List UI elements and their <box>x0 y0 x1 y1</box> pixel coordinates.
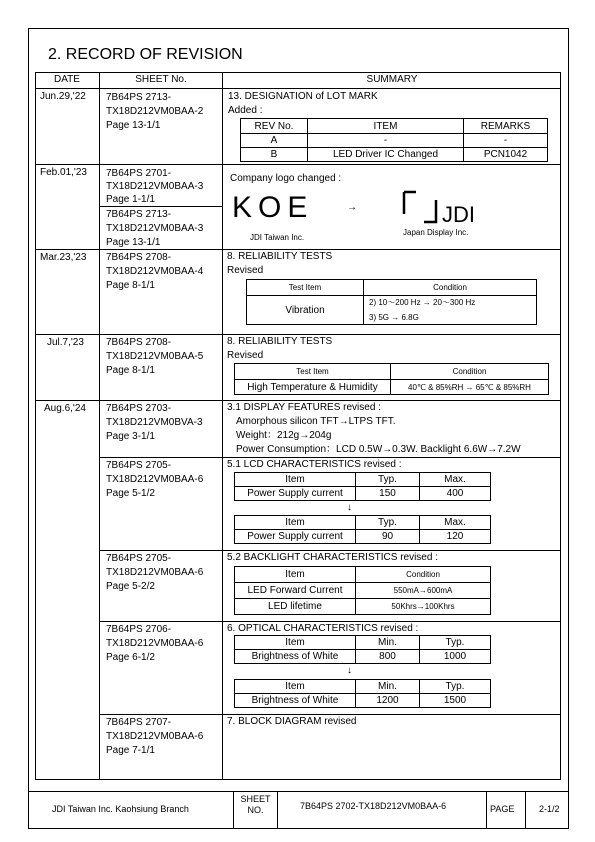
row5d-summary: 6. OPTICAL CHARACTERISTICS revised : <box>227 623 419 634</box>
row5a-sheet-3: Page 3-1/1 <box>106 431 155 442</box>
footer-page-value: 2-1/2 <box>539 804 560 814</box>
row5c-summary: 5.2 BACKLIGHT CHARACTERISTICS revised : <box>227 552 438 563</box>
row4-date: Jul.7,'23 <box>47 337 84 348</box>
row5a-summary-3: Weight：212g→204g <box>236 430 332 441</box>
row5a-sheet-1: 7B64PS 2703- <box>106 403 172 414</box>
page-title: 2. RECORD OF REVISION <box>48 46 243 63</box>
row2-date: Feb.01,'23 <box>40 167 87 178</box>
row5a-sheet-2: TX18D212VM0BVA-3 <box>106 417 203 428</box>
row3-sheet-3: Page 8-1/1 <box>106 280 155 291</box>
row5e-summary: 7. BLOCK DIAGRAM revised <box>227 716 357 727</box>
row5a-summary-1: 3.1 DISPLAY FEATURES revised : <box>227 402 381 413</box>
row4-sheet-3: Page 8-1/1 <box>106 365 155 376</box>
optical-change-arrow: ↓ <box>347 665 352 676</box>
row3-summary-1: 8. RELIABILITY TESTS <box>227 251 333 262</box>
row5b-summary: 5.1 LCD CHARACTERISTICS revised : <box>227 459 402 470</box>
koe-caption: JDI Taiwan Inc. <box>250 233 305 242</box>
footer-page-label: PAGE <box>490 804 515 814</box>
row5d-sheet-3: Page 6-1/2 <box>106 652 155 663</box>
lcd-table-before: Item Typ. Max. Power Supply current 150 400 <box>234 472 491 501</box>
row1-sheet-3: Page 13-1/1 <box>106 120 161 131</box>
row4-sheet-2: TX18D212VM0BAA-5 <box>106 351 204 362</box>
row4-summary-2: Revised <box>227 350 264 361</box>
optical-table-after: Item Min. Typ. Brightness of White 1200 1500 <box>234 679 491 708</box>
jdi-logo: JDI <box>442 202 475 227</box>
row2-sheet2-1: 7B64PS 2713- <box>106 209 172 220</box>
row2-sheet1-2: TX18D212VM0BAA-3 <box>106 181 204 192</box>
row5e-sheet-2: TX18D212VM0BAA-6 <box>106 731 204 742</box>
header-date: DATE <box>54 74 80 85</box>
row1-summary-1: 13. DESIGNATION of LOT MARK <box>228 91 378 102</box>
row5b-sheet-1: 7B64PS 2705- <box>106 460 172 471</box>
footer-sheet-label-2: NO. <box>247 805 264 815</box>
row5e-sheet-1: 7B64PS 2707- <box>106 717 172 728</box>
row5c-sheet-3: Page 5-2/2 <box>106 581 155 592</box>
row1-date: Jun.29,'22 <box>40 91 86 102</box>
humidity-table: Test Item Condition High Temperature & Humidity 40℃ & 85%RH → 65℃ & 85%RH <box>234 363 549 395</box>
row1-summary-2: Added : <box>228 105 263 116</box>
backlight-table: Item Condition LED Forward Current 550mA→600mA LED lifetime 50Khrs→100Khrs <box>234 566 491 615</box>
jdi-logo-mark <box>402 190 438 224</box>
row5a-summary-4: Power Consumption：LCD 0.5W→0.3W. Backlight 6.6W→7.2W <box>236 444 521 455</box>
row2-sheet1-1: 7B64PS 2701- <box>106 168 172 179</box>
row3-sheet-1: 7B64PS 2708- <box>106 252 172 263</box>
footer-company: JDI Taiwan Inc. Kaohsiung Branch <box>52 804 189 814</box>
jdi-caption: Japan Display Inc. <box>403 228 469 237</box>
row5d-sheet-1: 7B64PS 2706- <box>106 624 172 635</box>
row2-sheet2-3: Page 13-1/1 <box>106 237 161 248</box>
header-sheet: SHEET No. <box>135 74 187 85</box>
koe-logo: KOE <box>232 191 314 224</box>
row5d-sheet-2: TX18D212VM0BAA-6 <box>106 638 204 649</box>
logo-arrow: → <box>347 202 357 213</box>
footer-sheet-label-1: SHEET <box>240 794 271 804</box>
header-summary: SUMMARY <box>366 74 418 85</box>
row5b-sheet-2: TX18D212VM0BAA-6 <box>106 474 204 485</box>
lcd-table-after: Item Typ. Max. Power Supply current 90 120 <box>234 515 491 544</box>
vibration-table: Test Item Condition Vibration 2) 10～200 Hz → 20～300 Hz 3) 5G → 6.8G <box>246 279 537 325</box>
row1-sheet-2: TX18D212VM0BAA-2 <box>106 106 204 117</box>
lcd-change-arrow: ↓ <box>347 502 352 513</box>
optical-table-before: Item Min. Typ. Brightness of White 800 1000 <box>234 635 491 664</box>
row3-date: Mar.23,'23 <box>40 252 87 263</box>
row5c-sheet-2: TX18D212VM0BAA-6 <box>106 567 204 578</box>
row1-sheet-1: 7B64PS 2713- <box>106 92 172 103</box>
row4-sheet-1: 7B64PS 2708- <box>106 337 172 348</box>
footer-doc-no: 7B64PS 2702-TX18D212VM0BAA-6 <box>300 801 447 811</box>
row5b-sheet-3: Page 5-1/2 <box>106 488 155 499</box>
row4-summary-1: 8. RELIABILITY TESTS <box>227 336 333 347</box>
row2-sheet2-2: TX18D212VM0BAA-3 <box>106 223 204 234</box>
row5-date: Aug.6,'24 <box>44 403 86 414</box>
row3-sheet-2: TX18D212VM0BAA-4 <box>106 266 204 277</box>
row3-summary-2: Revised <box>227 265 264 276</box>
lot-mark-table: REV No. ITEM REMARKS A - - B LED Driver IC Changed PCN1042 <box>240 118 548 162</box>
row5c-sheet-1: 7B64PS 2705- <box>106 553 172 564</box>
row2-sheet1-3: Page 1-1/1 <box>106 194 155 205</box>
row5a-summary-2: Amorphous silicon TFT→LTPS TFT. <box>236 416 396 427</box>
row2-summary: Company logo changed : <box>230 173 342 184</box>
row5e-sheet-3: Page 7-1/1 <box>106 745 155 756</box>
